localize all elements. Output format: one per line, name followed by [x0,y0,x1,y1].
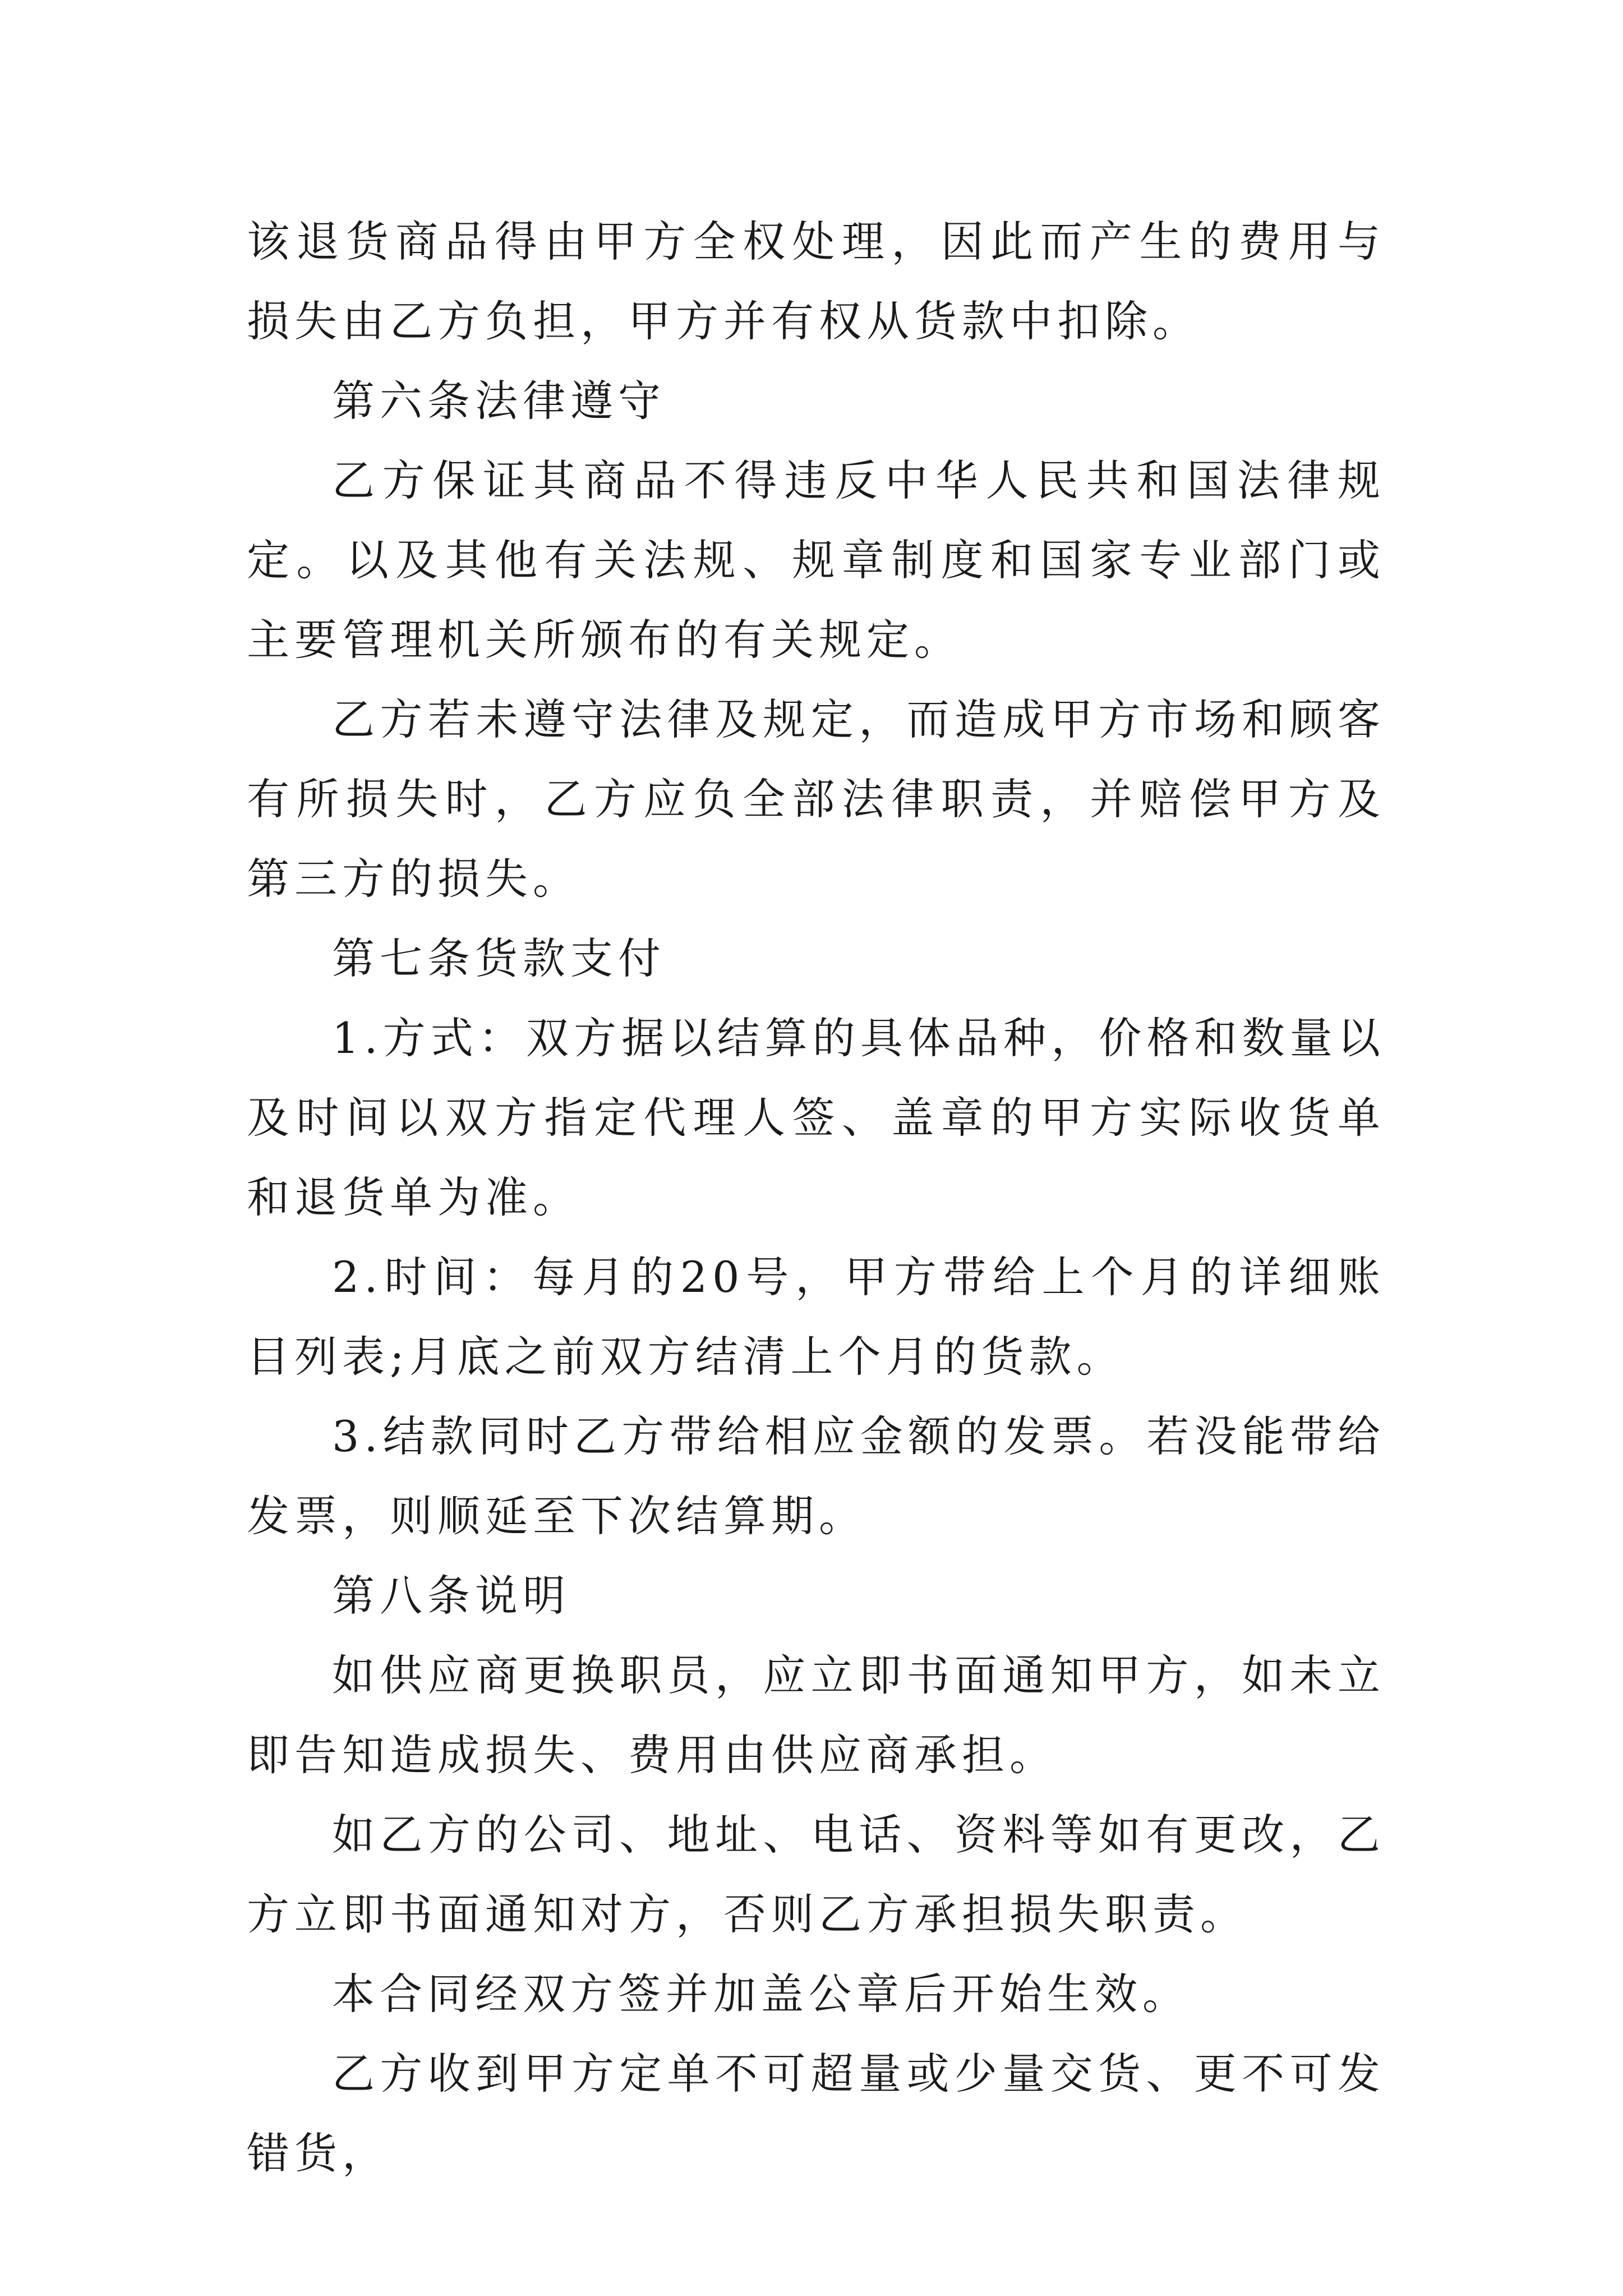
paragraph-continuation: 该退货商品得由甲方全权处理，因此而产生的费用与损失由乙方负担，甲方并有权从货款中扣除。 [247,217,1385,346]
document-body [247,202,1385,2193]
section-heading-7: 第七条货款支付 [332,933,666,983]
paragraph: 如乙方的公司、地址、电话、资料等如有更改，乙方立即书面通知对方，否则乙方承担损失职责。 [247,1810,1385,1939]
paragraph: 乙方若未遵守法律及规定，而造成甲方市场和顾客有所损失时，乙方应负全部法律职责，并赔偿甲方及第三方的损失。 [247,694,1385,904]
paragraph: 乙方收到甲方定单不可超量或少量交货、更不可发错货， [247,2049,1385,2178]
paragraph-invoice: 3.结款同时乙方带给相应金额的发票。若没能带给发票，则顺延至下次结算期。 [247,1411,1385,1541]
section-heading-6: 第六条法律遵守 [332,376,666,426]
paragraph-payment-time: 2.时间：每月的20号，甲方带给上个月的详细账目列表;月底之前双方结清上个月的货款。 [247,1252,1385,1382]
section-heading-8: 第八条说明 [332,1571,570,1621]
paragraph: 本合同经双方签并加盖公章后开始生效。 [332,1969,1190,2019]
paragraph-payment-method: 1.方式：双方据以结算的具体品种，价格和数量以及时间以双方指定代理人签、盖章的甲方实际收货单和退货单为准。 [247,1013,1385,1222]
paragraph: 如供应商更换职员，应立即书面通知甲方，如未立即告知造成损失、费用由供应商承担。 [247,1650,1385,1780]
paragraph: 乙方保证其商品不得违反中华人民共和国法律规定。以及其他有关法规、规章制度和国家专业部门或主要管理机关所颁布的有关规定。 [247,455,1385,665]
